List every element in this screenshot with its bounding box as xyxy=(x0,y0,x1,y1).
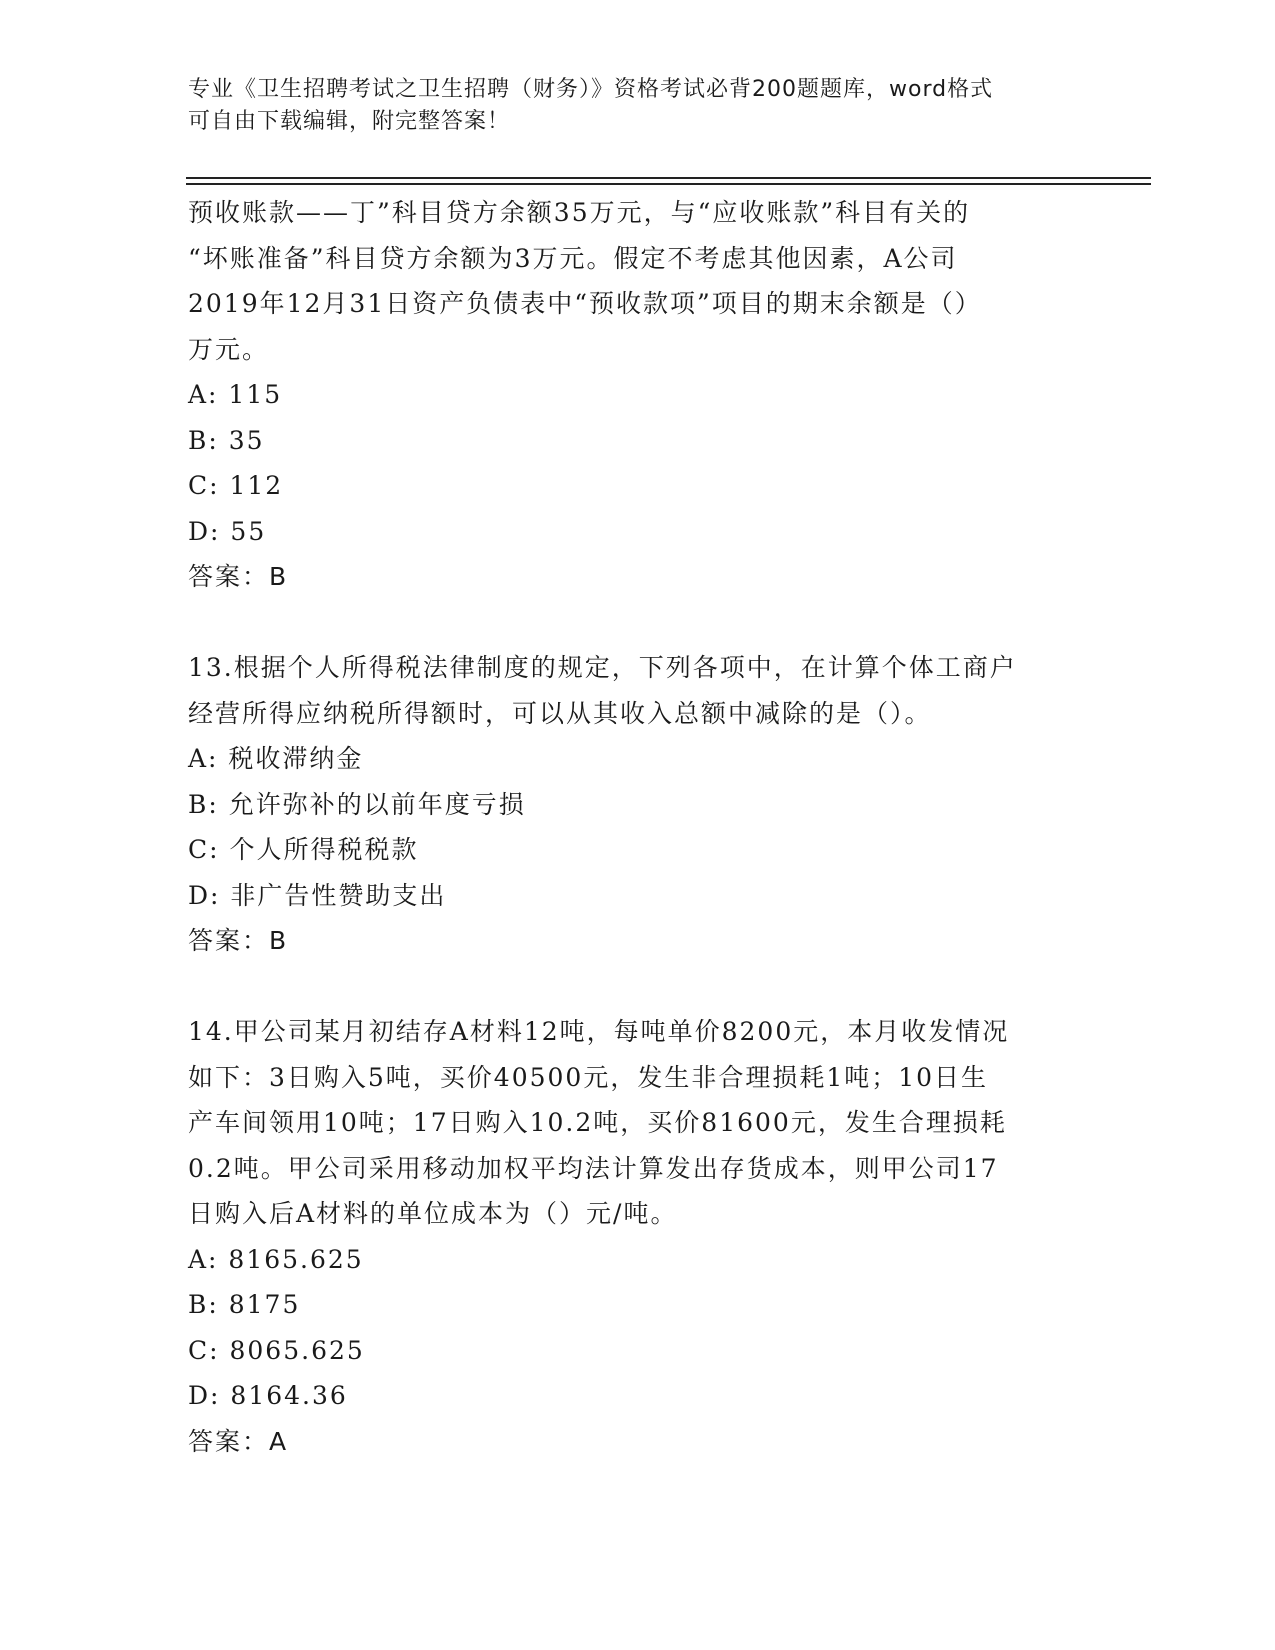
question-13-answer: 答案：B xyxy=(188,926,289,955)
header-rule-bottom xyxy=(186,183,1151,185)
question-14-text-line: 日购入后A材料的单位成本为（）元/吨。 xyxy=(188,1199,678,1228)
question-13-text-line: 经营所得应纳税所得额时，可以从其收入总额中减除的是（）。 xyxy=(188,698,932,728)
question-13-option-a: A: 税收滞纳金 xyxy=(188,744,364,773)
question-12-option-a: A: 115 xyxy=(188,380,283,409)
question-14-option-c: C: 8065.625 xyxy=(188,1335,365,1365)
header-line-2: 可自由下载编辑，附完整答案！ xyxy=(188,109,511,134)
question-14-option-b: B: 8175 xyxy=(188,1290,301,1319)
question-13-option-d: D: 非广告性赞助支出 xyxy=(188,880,447,910)
document-body xyxy=(188,190,1088,1464)
question-13-option-b: B: 允许弥补的以前年度亏损 xyxy=(188,789,526,819)
spacer xyxy=(188,600,1088,646)
header-line-1: 专业《卫生招聘考试之卫生招聘（财务）》资格考试必背200题题库，word格式 xyxy=(188,77,994,102)
question-12-answer: 答案：B xyxy=(188,562,289,591)
question-14-text-line: 14.甲公司某月初结存A材料12吨，每吨单价8200元，本月收发情况 xyxy=(188,1017,1010,1046)
header-rule-top xyxy=(186,177,1151,179)
question-14 xyxy=(188,1009,1088,1464)
question-13-option-c: C: 个人所得税税款 xyxy=(188,835,419,864)
question-14-text-line: 如下：3日购入5吨，买价40500元，发生非合理损耗1吨；10日生 xyxy=(188,1062,989,1092)
question-14-answer: 答案：A xyxy=(188,1426,289,1456)
question-12-option-d: D: 55 xyxy=(188,516,267,546)
question-12-text-line: 万元。 xyxy=(188,334,270,364)
document-header xyxy=(188,74,1068,138)
question-12 xyxy=(188,190,1088,600)
question-12-text-line: 预收账款——丁”科目贷方余额35万元，与“应收账款”科目有关的 xyxy=(188,198,971,227)
question-14-text-line: 0.2吨。甲公司采用移动加权平均法计算发出存货成本，则甲公司17 xyxy=(188,1153,999,1183)
question-14-text-line: 产车间领用10吨；17日购入10.2吨，买价81600元，发生合理损耗 xyxy=(188,1108,1007,1137)
question-12-option-b: B: 35 xyxy=(188,425,265,455)
question-13-text-line: 13.根据个人所得税法律制度的规定，下列各项中，在计算个体工商户 xyxy=(188,653,1017,682)
question-12-text-line: 2019年12月31日资产负债表中“预收款项”项目的期末余额是（） xyxy=(188,289,982,318)
question-14-option-a: A: 8165.625 xyxy=(188,1244,364,1274)
spacer xyxy=(188,964,1088,1010)
question-14-option-d: D: 8164.36 xyxy=(188,1381,348,1410)
question-13 xyxy=(188,645,1088,964)
question-12-option-c: C: 112 xyxy=(188,471,284,500)
question-12-text-line: “坏账准备”科目贷方余额为3万元。假定不考虑其他因素，A公司 xyxy=(188,243,958,273)
